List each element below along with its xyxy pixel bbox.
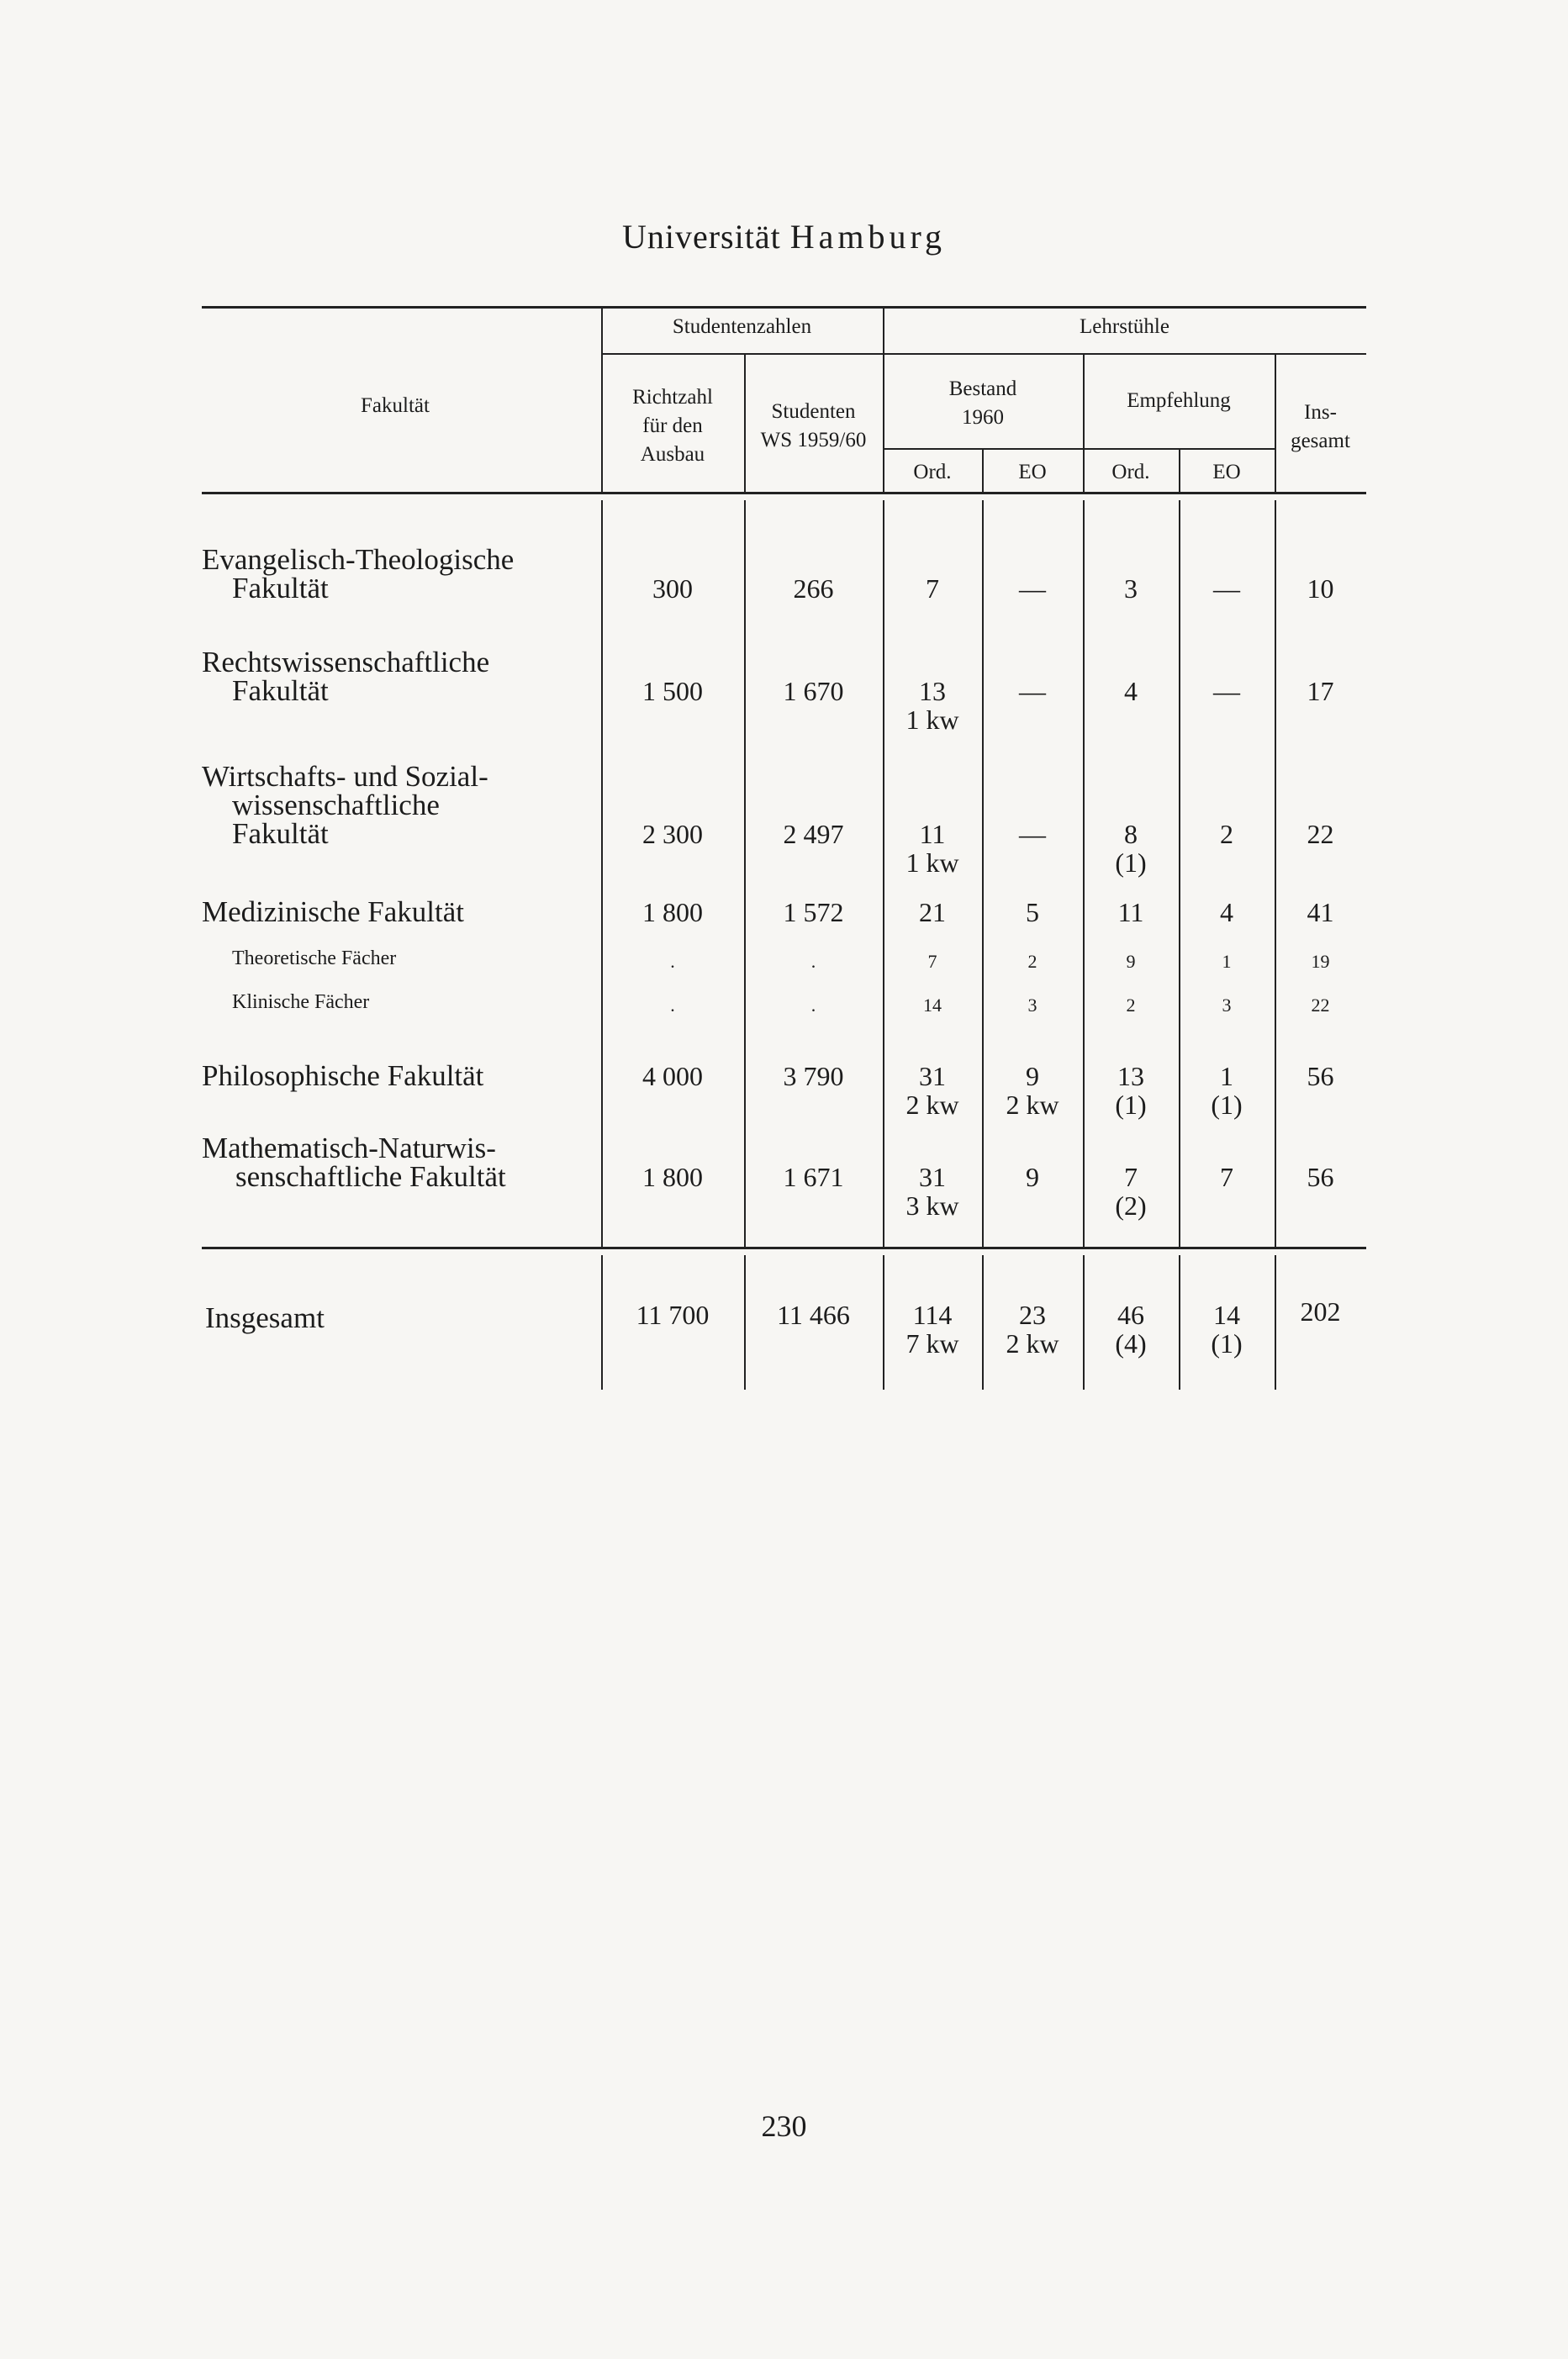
cell-empfehlung-eo: 4 (1220, 897, 1233, 927)
cell-empfehlung-ord: 3 (1124, 573, 1138, 604)
cell-richtzahl: . (670, 951, 675, 972)
total-empfehlung-ord: 46 (1117, 1300, 1144, 1330)
header-bestand: 1960 (962, 406, 1004, 429)
cell-empfehlung-eo: — (1213, 676, 1240, 706)
cell-bestand-eo: 2 (1027, 951, 1037, 972)
cell-bestand-ord: 1 kw (905, 705, 959, 735)
cell-insgesamt: 41 (1307, 897, 1334, 927)
cell-bestand-eo: 9 (1026, 1061, 1039, 1091)
header-studenten: WS 1959/60 (760, 429, 867, 451)
cell-insgesamt: 56 (1307, 1162, 1334, 1192)
cell-empfehlung-ord: 13 (1117, 1061, 1144, 1091)
body-column-rule (1179, 500, 1180, 1247)
faculty-name: senschaftliche Fakultät (235, 1160, 506, 1193)
cell-studenten: 266 (793, 573, 834, 604)
cell-bestand-eo: 3 (1027, 995, 1037, 1016)
total-bestand-ord: 7 kw (905, 1328, 959, 1359)
cell-bestand-eo: 2 kw (1006, 1090, 1059, 1120)
header-bestand-ord: Ord. (913, 461, 952, 483)
body-bottom-rule (202, 1247, 1366, 1249)
page-title-city: Hamburg (789, 218, 947, 256)
cell-empfehlung-ord: (1) (1115, 847, 1147, 878)
total-bestand-eo: 2 kw (1006, 1328, 1059, 1359)
cell-bestand-ord: 7 (926, 573, 939, 604)
cell-empfehlung-ord: (2) (1115, 1190, 1147, 1221)
cell-studenten: 1 572 (783, 897, 844, 927)
body-column-rule (1275, 500, 1276, 1247)
faculty-name: Fakultät (232, 817, 329, 850)
cell-bestand-eo: 5 (1026, 897, 1039, 927)
total-insgesamt: 202 (1300, 1296, 1341, 1327)
header-insgesamt: Ins- (1304, 401, 1337, 424)
header-empfehlung-ord: Ord. (1111, 461, 1150, 483)
cell-insgesamt: 19 (1311, 951, 1330, 972)
header-studenten: Studenten (771, 400, 856, 423)
cell-studenten: 2 497 (783, 819, 844, 849)
cell-studenten: . (810, 951, 816, 972)
header-bestand-eo: EO (1018, 461, 1047, 483)
cell-empfehlung-eo: (1) (1211, 1090, 1243, 1120)
cell-richtzahl: 4 000 (642, 1061, 703, 1091)
total-empfehlung-eo: 14 (1213, 1300, 1240, 1330)
cell-bestand-ord: 1 kw (905, 847, 959, 878)
total-bestand-eo: 23 (1019, 1300, 1046, 1330)
faculty-name: Wirtschafts- und Sozial- (202, 760, 488, 793)
faculty-name: Klinische Fächer (232, 991, 370, 1013)
cell-empfehlung-eo: 1 (1222, 951, 1232, 972)
cell-empfehlung-ord: 4 (1124, 676, 1138, 706)
cell-bestand-eo: — (1019, 573, 1046, 604)
faculty-name: Fakultät (232, 572, 329, 604)
cell-richtzahl: 2 300 (642, 819, 703, 849)
cell-bestand-ord: 21 (919, 897, 946, 927)
faculty-name: Philosophische Fakultät (202, 1059, 484, 1092)
cell-richtzahl: 1 800 (642, 897, 703, 927)
header-richtzahl: Ausbau (640, 443, 705, 466)
total-empfehlung-eo: (1) (1211, 1328, 1243, 1359)
cell-bestand-ord: 3 kw (905, 1190, 959, 1221)
header-richtzahl: Richtzahl (632, 386, 713, 409)
cell-bestand-ord: 11 (919, 819, 946, 849)
cell-bestand-ord: 31 (919, 1061, 946, 1091)
cell-empfehlung-eo: 7 (1220, 1162, 1233, 1192)
cell-richtzahl: 300 (652, 573, 693, 604)
cell-empfehlung-ord: 7 (1124, 1162, 1138, 1192)
cell-richtzahl: 1 500 (642, 676, 703, 706)
body-column-rule (601, 500, 603, 1247)
header-empfehlung-eo: EO (1212, 461, 1241, 483)
page-number: 230 (761, 2109, 807, 2143)
total-studenten: 11 466 (777, 1300, 850, 1330)
header-richtzahl: für den (642, 414, 703, 437)
cell-studenten: . (810, 995, 816, 1016)
header-empfehlung: Empfehlung (1127, 389, 1231, 412)
header-insgesamt: gesamt (1291, 430, 1350, 452)
faculty-name: Mathematisch-Naturwis- (202, 1132, 496, 1164)
cell-bestand-ord: 7 (927, 951, 937, 972)
cell-empfehlung-eo: 1 (1220, 1061, 1233, 1091)
cell-studenten: 1 670 (783, 676, 844, 706)
cell-insgesamt: 22 (1307, 819, 1334, 849)
cell-bestand-eo: — (1019, 676, 1046, 706)
cell-empfehlung-ord: 2 (1126, 995, 1136, 1016)
cell-insgesamt: 56 (1307, 1061, 1334, 1091)
faculty-name: Medizinische Fakultät (202, 895, 465, 928)
cell-bestand-eo: — (1019, 819, 1046, 849)
cell-empfehlung-ord: 9 (1126, 951, 1136, 972)
total-label: Insgesamt (205, 1301, 325, 1334)
body-column-rule (744, 500, 746, 1247)
cell-bestand-eo: 9 (1026, 1162, 1039, 1192)
total-bestand-ord: 114 (912, 1300, 953, 1330)
faculty-name: Evangelisch-Theologische (202, 543, 515, 576)
lehrstuehle-under-rule (883, 353, 1366, 355)
cell-studenten: 1 671 (783, 1162, 844, 1192)
cell-empfehlung-ord: 11 (1117, 897, 1144, 927)
faculty-name: Rechtswissenschaftliche (202, 646, 490, 678)
cell-insgesamt: 10 (1307, 573, 1334, 604)
cell-bestand-ord: 2 kw (905, 1090, 959, 1120)
cell-empfehlung-eo: — (1213, 573, 1240, 604)
cell-richtzahl: 1 800 (642, 1162, 703, 1192)
faculty-name: Theoretische Fächer (232, 947, 397, 969)
cell-empfehlung-ord: (1) (1115, 1090, 1147, 1120)
header-fakultaet: Fakultät (361, 394, 430, 417)
faculty-name: wissenschaftliche (232, 789, 440, 821)
header-lehrstuehle: Lehrstühle (1080, 315, 1169, 338)
body-column-rule (982, 500, 984, 1247)
cell-bestand-ord: 31 (919, 1162, 946, 1192)
cell-insgesamt: 22 (1311, 995, 1330, 1016)
cell-bestand-ord: 13 (919, 676, 946, 706)
cell-richtzahl: . (670, 995, 675, 1016)
total-empfehlung-ord: (4) (1115, 1328, 1147, 1359)
cell-bestand-ord: 14 (923, 995, 942, 1016)
studentenzahlen-under-rule (601, 353, 883, 355)
cell-empfehlung-eo: 3 (1222, 995, 1232, 1016)
cell-empfehlung-eo: 2 (1220, 819, 1233, 849)
header-bestand: Bestand (948, 377, 1017, 400)
page-title-prefix: Universität (621, 218, 790, 256)
cell-empfehlung-ord: 8 (1124, 819, 1138, 849)
total-richtzahl: 11 700 (636, 1300, 710, 1330)
cell-insgesamt: 17 (1307, 676, 1334, 706)
cell-studenten: 3 790 (783, 1061, 844, 1091)
header-bottom-rule (202, 492, 1366, 494)
table-top-rule (202, 306, 1366, 309)
header-studentenzahlen: Studentenzahlen (672, 315, 812, 338)
faculty-name: Fakultät (232, 674, 329, 707)
